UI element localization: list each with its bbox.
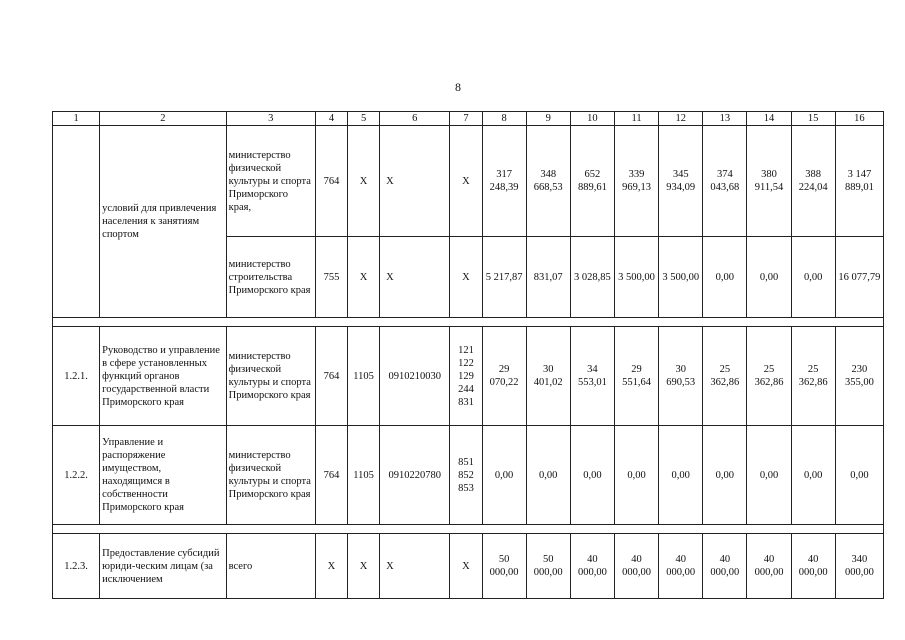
rzpr-code: Х [348, 237, 380, 318]
total-value: 3 147 889,01 [835, 126, 883, 237]
year-value: 3 028,85 [570, 237, 614, 318]
measure-name: Управление и распоряжение имуществом, находящимся в собственности Приморского края [100, 426, 226, 525]
total-value: 340 000,00 [835, 534, 883, 599]
year-value: 831,07 [526, 237, 570, 318]
year-value: 388 224,04 [791, 126, 835, 237]
year-value: 0,00 [791, 237, 835, 318]
grbs-code: 755 [315, 237, 347, 318]
year-value: 0,00 [703, 426, 747, 525]
year-value: 40 000,00 [659, 534, 703, 599]
column-number: 6 [380, 112, 450, 126]
row-number: 1.2.3. [53, 534, 100, 599]
year-value: 339 969,13 [614, 126, 658, 237]
year-value: 0,00 [614, 426, 658, 525]
column-number: 16 [835, 112, 883, 126]
year-value: 3 500,00 [614, 237, 658, 318]
table-row [53, 534, 884, 599]
executor: всего [226, 534, 315, 599]
total-value: 0,00 [835, 426, 883, 525]
column-number: 2 [100, 112, 226, 126]
year-value: 374 043,68 [703, 126, 747, 237]
year-value: 34 553,01 [570, 327, 614, 426]
column-number: 8 [482, 112, 526, 126]
year-value: 29 551,64 [614, 327, 658, 426]
column-number: 13 [703, 112, 747, 126]
year-value: 25 362,86 [791, 327, 835, 426]
year-value: 40 000,00 [791, 534, 835, 599]
column-number: 1 [53, 112, 100, 126]
table-row [53, 426, 884, 525]
column-number: 3 [226, 112, 315, 126]
rzpr-code: Х [348, 534, 380, 599]
year-value: 3 500,00 [659, 237, 703, 318]
year-value: 0,00 [570, 426, 614, 525]
total-value: 230 355,00 [835, 327, 883, 426]
year-value: 0,00 [659, 426, 703, 525]
year-value: 50 000,00 [526, 534, 570, 599]
grbs-code: 764 [315, 126, 347, 237]
rzpr-code: Х [348, 126, 380, 237]
vr-code: Х [450, 237, 482, 318]
row-number: 1.2.1. [53, 327, 100, 426]
year-value: 0,00 [791, 426, 835, 525]
csr-code: Х [380, 534, 450, 599]
measure-name: Предоставление субсидий юриди-ческим лицам (за исключением [100, 534, 226, 599]
row-gap [53, 525, 884, 534]
year-value: 0,00 [747, 237, 791, 318]
year-value: 50 000,00 [482, 534, 526, 599]
year-value: 25 362,86 [703, 327, 747, 426]
column-number: 12 [659, 112, 703, 126]
grbs-code: Х [315, 534, 347, 599]
year-value: 317 248,39 [482, 126, 526, 237]
year-value: 380 911,54 [747, 126, 791, 237]
column-number: 10 [570, 112, 614, 126]
year-value: 0,00 [526, 426, 570, 525]
page-number: 8 [455, 80, 461, 94]
year-value: 5 217,87 [482, 237, 526, 318]
year-value: 40 000,00 [703, 534, 747, 599]
csr-code: Х [380, 126, 450, 237]
year-value: 25 362,86 [747, 327, 791, 426]
vr-code: Х [450, 126, 482, 237]
column-number: 11 [614, 112, 658, 126]
year-value: 30 401,02 [526, 327, 570, 426]
grbs-code: 764 [315, 426, 347, 525]
year-value: 40 000,00 [747, 534, 791, 599]
year-value: 40 000,00 [570, 534, 614, 599]
measure-name: условий для привлечения населения к занятиям спортом [100, 126, 226, 318]
rzpr-code: 1105 [348, 426, 380, 525]
year-value: 348 668,53 [526, 126, 570, 237]
rzpr-code: 1105 [348, 327, 380, 426]
budget-table [52, 111, 884, 599]
year-value: 40 000,00 [614, 534, 658, 599]
vr-code: Х [450, 534, 482, 599]
column-number: 15 [791, 112, 835, 126]
executor: министерство физической культуры и спорта Приморского края [226, 327, 315, 426]
column-number-row [53, 112, 884, 126]
row-gap [53, 318, 884, 327]
executor: министерство физической культуры и спорта Приморского края, [226, 126, 315, 237]
csr-code: 0910220780 [380, 426, 450, 525]
year-value: 0,00 [703, 237, 747, 318]
year-value: 30 690,53 [659, 327, 703, 426]
year-value: 29 070,22 [482, 327, 526, 426]
csr-code: Х [380, 237, 450, 318]
executor: министерство строительства Приморского края [226, 237, 315, 318]
vr-code: 121 122 129 244 831 [450, 327, 482, 426]
measure-name: Руководство и управление в сфере установленных функций органов государственной власти Приморского края [100, 327, 226, 426]
table-row [53, 327, 884, 426]
year-value: 0,00 [482, 426, 526, 525]
year-value: 652 889,61 [570, 126, 614, 237]
year-value: 0,00 [747, 426, 791, 525]
column-number: 7 [450, 112, 482, 126]
column-number: 4 [315, 112, 347, 126]
grbs-code: 764 [315, 327, 347, 426]
year-value: 345 934,09 [659, 126, 703, 237]
column-number: 5 [348, 112, 380, 126]
executor: министерство физической культуры и спорта Приморского края [226, 426, 315, 525]
csr-code: 0910210030 [380, 327, 450, 426]
column-number: 14 [747, 112, 791, 126]
table-row [53, 126, 884, 237]
vr-code: 851 852 853 [450, 426, 482, 525]
total-value: 16 077,79 [835, 237, 883, 318]
row-number: 1.2.2. [53, 426, 100, 525]
column-number: 9 [526, 112, 570, 126]
row-number [53, 126, 100, 318]
